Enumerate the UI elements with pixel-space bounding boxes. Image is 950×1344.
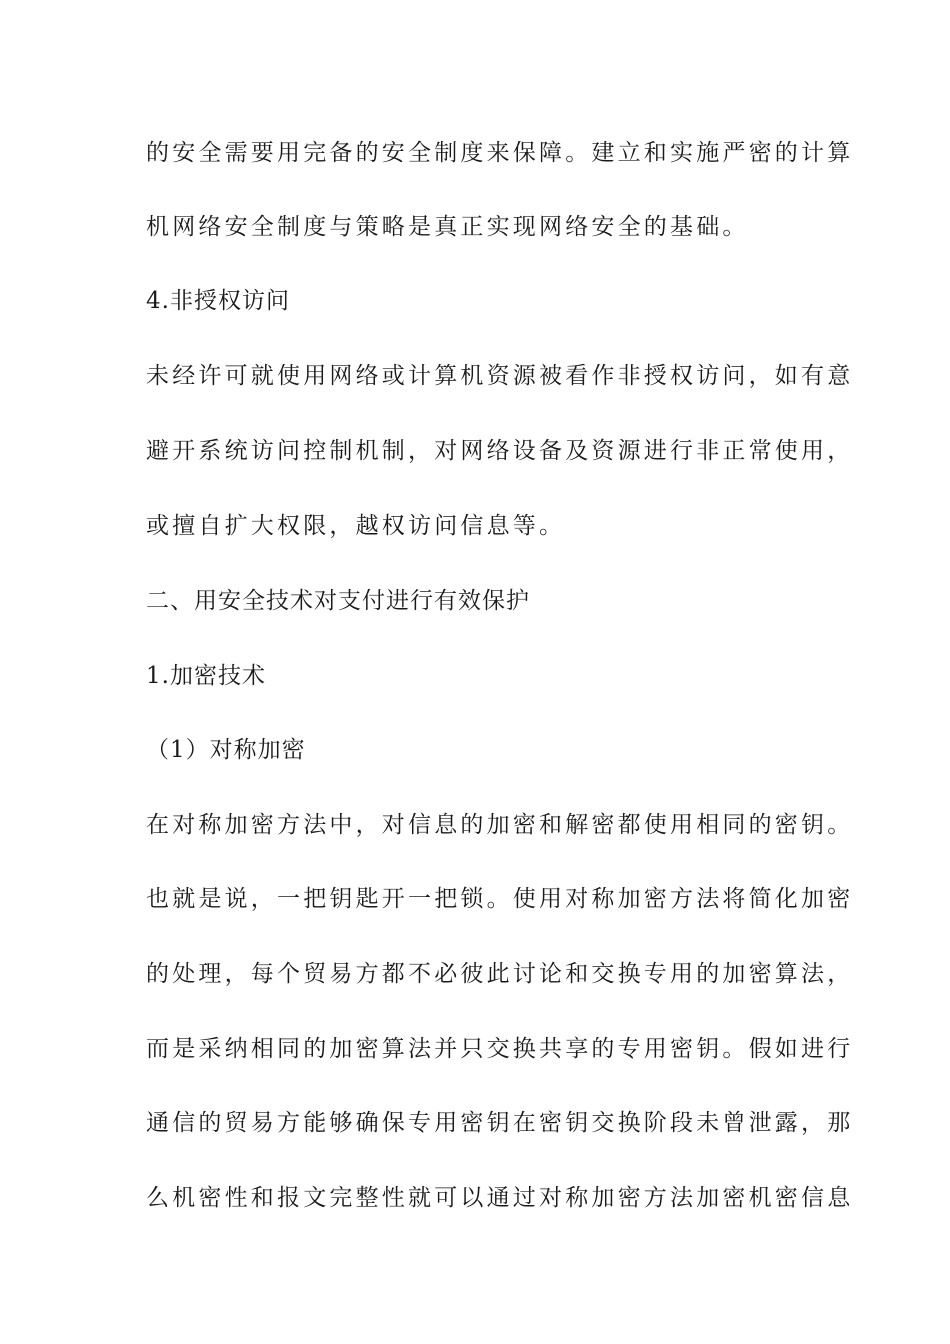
section-heading: 1.加密技术 — [146, 663, 266, 689]
body-text-line: 也就是说，一把钥匙开一把锁。使用对称加密方法将简化加密 — [146, 886, 854, 912]
body-text-line: 或擅自扩大权限，越权访问信息等。 — [146, 513, 566, 539]
body-text-line: 避开系统访问控制机制，对网络设备及资源进行非正常使用， — [146, 438, 854, 464]
body-text-line: 的安全需要用完备的安全制度来保障。建立和实施严密的计算 — [146, 140, 854, 166]
body-text-line: 在对称加密方法中，对信息的加密和解密都使用相同的密钥。 — [146, 812, 854, 838]
chapter-heading: 二、用安全技术对支付进行有效保护 — [146, 588, 530, 614]
body-text-line: 而是采纳相同的加密算法并只交换共享的专用密钥。假如进行 — [146, 1036, 854, 1062]
body-text-line: 通信的贸易方能够确保专用密钥在密钥交换阶段未曾泄露，那 — [146, 1110, 854, 1136]
body-text-line: 的处理，每个贸易方都不必彼此讨论和交换专用的加密算法， — [146, 961, 854, 987]
body-text-line: 么机密性和报文完整性就可以通过对称加密方法加密机密信息 — [146, 1185, 854, 1211]
body-text-line: 未经许可就使用网络或计算机资源被看作非授权访问，如有意 — [146, 363, 854, 389]
body-text-line: 机网络安全制度与策略是真正实现网络安全的基础。 — [146, 214, 749, 240]
section-heading: 4.非授权访问 — [146, 288, 290, 314]
subsection-heading: （1）对称加密 — [146, 737, 306, 763]
